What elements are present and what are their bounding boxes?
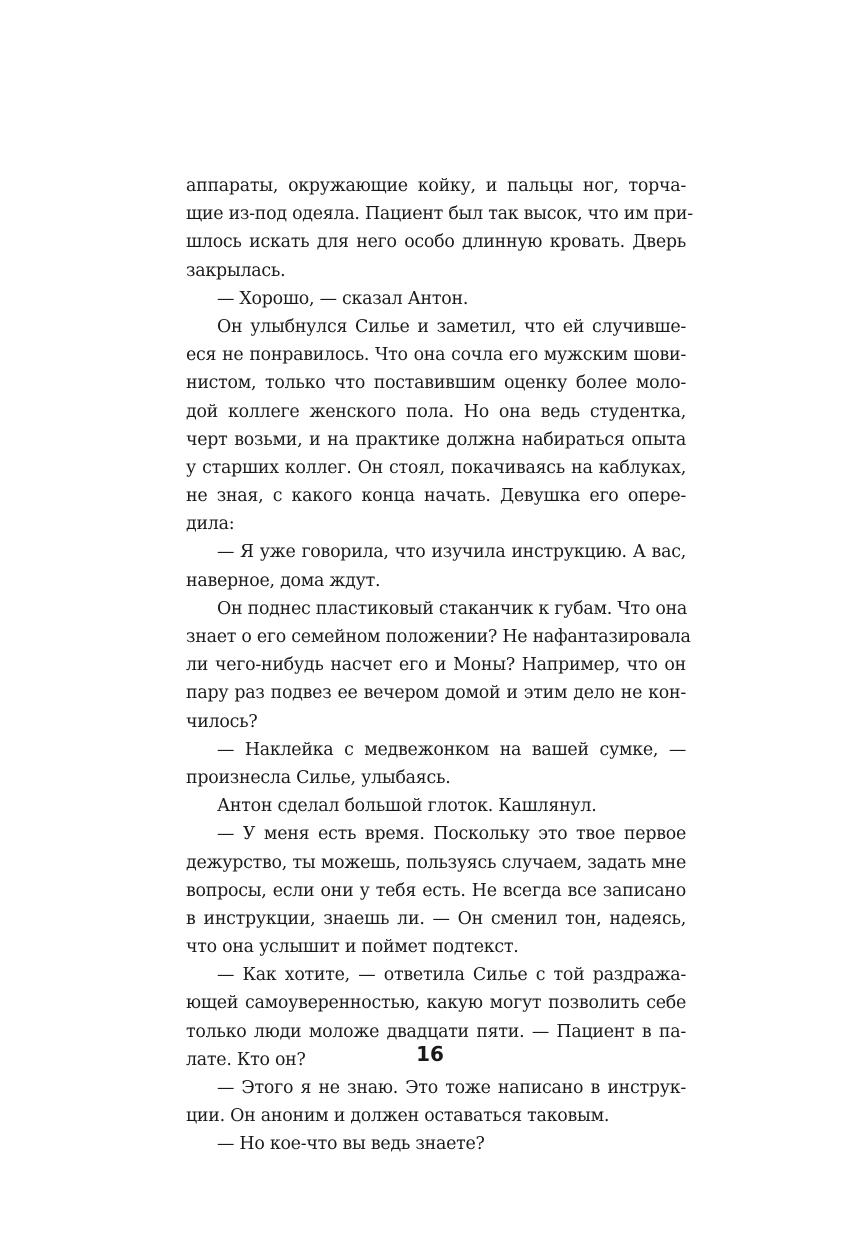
text-line: дежурство, ты можешь, пользуясь случаем, задать мне (186, 852, 686, 873)
text-line: — У меня есть время. Поскольку это твое первое (217, 824, 686, 845)
text-line: знает о его семейном положении? Не нафантазировала (186, 627, 691, 647)
text-line: — Наклейка с медвежонком на вашей сумке, — (217, 739, 686, 760)
text-line: — Я уже говорила, что изучила инструкцию. А вас, (217, 542, 686, 563)
text-line: Антон сделал большой глоток. Кашлянул. (217, 796, 597, 817)
text-line: пару раз подвез ее вечером домой и этим дело не кон- (186, 683, 686, 704)
text-line: Он поднес пластиковый стаканчик к губам. Что она (217, 598, 688, 619)
text-line: ли чего-нибудь насчет его и Моны? Например, что он (186, 655, 686, 676)
text-line: у старших коллег. Он стоял, покачиваясь на каблуках, (186, 457, 686, 478)
text-line: только люди моложе двадцати пяти. — Пациент в па- (186, 1021, 686, 1042)
text-line: аппараты, окружающие койку, и пальцы ног, торча- (186, 176, 686, 196)
text-line: закрылась. (186, 260, 286, 281)
text-line: в инструкции, знаешь ли. — Он сменил тон, надеясь, (186, 908, 686, 929)
text-line: ющей самоуверенностью, какую могут позволить себе (186, 993, 686, 1014)
text-line: не зная, с какого конца начать. Девушка его опере- (186, 486, 686, 507)
text-line: что она услышит и поймет подтекст. (186, 937, 519, 958)
text-line: — Хорошо, — сказал Антон. (217, 288, 469, 309)
text-line: ции. Он аноним и должен оставаться таковым. (186, 1106, 610, 1127)
text-line: черт возьми, и на практике должна набираться опыта (186, 429, 686, 450)
body-text (186, 172, 693, 1159)
text-line: — Но кое-что вы ведь знаете? (217, 1134, 485, 1155)
text-line: — Как хотите, — ответила Силье с той раздража- (217, 965, 686, 986)
text-line: вопросы, если они у тебя есть. Не всегда все записано (186, 880, 686, 901)
text-line: нистом, только что поставившим оценку более моло- (186, 373, 686, 394)
text-line: произнесла Силье, улыбаясь. (186, 767, 451, 788)
text-line: Он улыбнулся Силье и заметил, что ей случивше- (217, 316, 686, 337)
text-line: дила: (186, 514, 235, 535)
text-line: наверное, дома ждут. (186, 570, 381, 591)
text-line: дой коллеге женского пола. Но она ведь студентка, (186, 401, 686, 422)
text-line: чилось? (186, 711, 258, 732)
text-line: шлось искать для него особо длинную кровать. Дверь (186, 232, 686, 253)
text-line: еся не понравилось. Что она сочла его мужским шови- (186, 345, 686, 366)
text-line: щие из-под одеяла. Пациент был так высок, что им при- (186, 204, 693, 225)
page-number: 16 (416, 1042, 444, 1066)
text-line: лате. Кто он? (186, 1049, 306, 1070)
text-line: — Этого я не знаю. Это тоже написано в инструк- (217, 1078, 686, 1098)
